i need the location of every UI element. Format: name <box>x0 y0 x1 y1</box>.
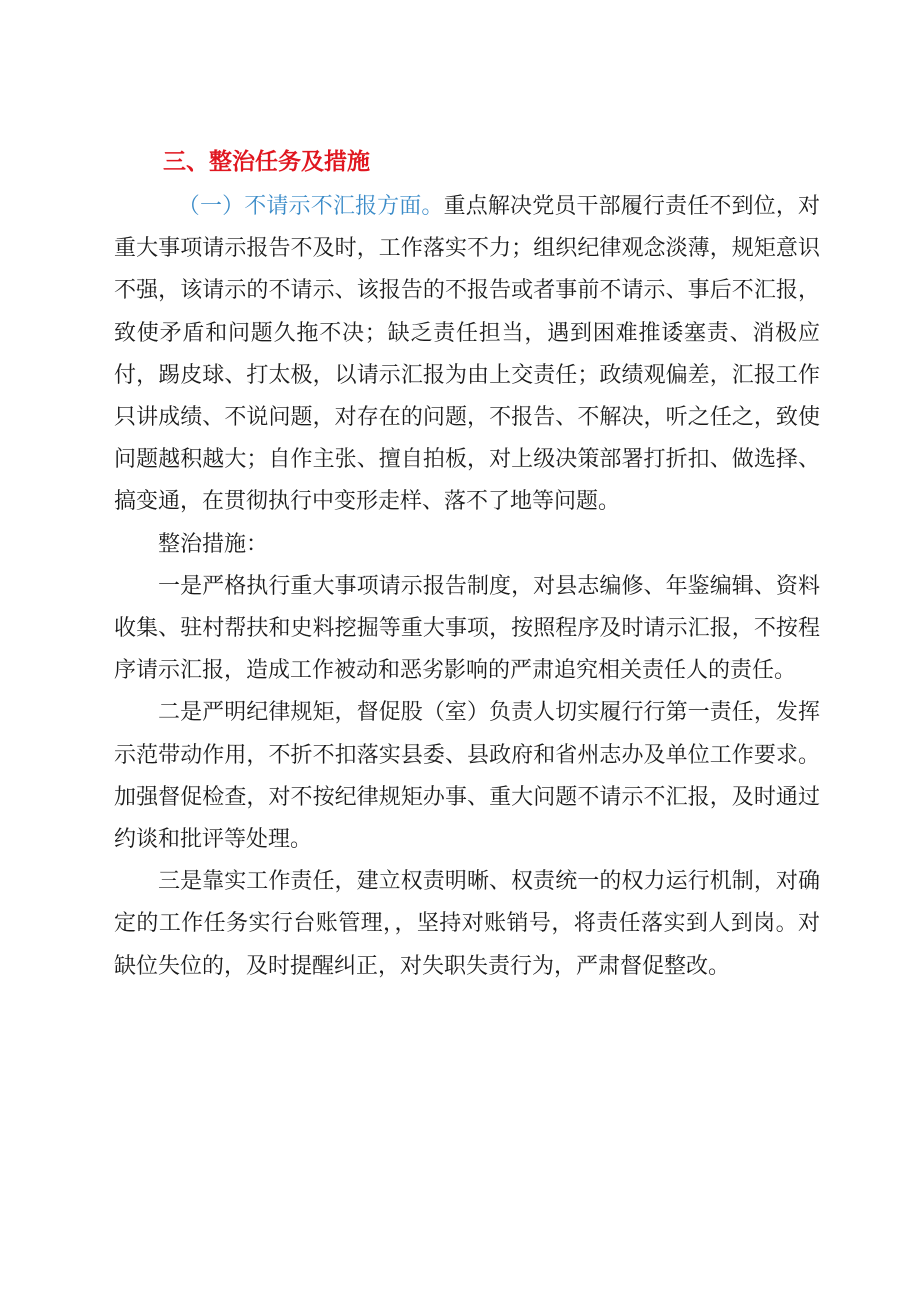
document-body <box>114 186 820 988</box>
section-title: 三、整治任务及措施 <box>163 149 370 175</box>
measure-item-1: 一是严格执行重大事项请示报告制度，对县志编修、年鉴编辑、资料收集、驻村帮扶和史料挖掘等重大事项，按照程序及时请示汇报，不按程序请示汇报，造成工作被动和恶劣影响的严肃追究相关责任人的责任。 <box>114 573 820 684</box>
measures-label: 整治措施： <box>158 531 269 557</box>
problem-text: 重点解决党员干部履行责任不到位，对重大事项请示报告不及时，工作落实不力；组织纪律观念淡薄，规矩意识不强，该请示的不请示、该报告的不报告或者事前不请示、事后不汇报，致使矛盾和问题久拖不决；缺乏责任担当，遇到困难推诿塞责、消极应付，踢皮球、打太极，以请示汇报为由上交责任；政绩观偏差，汇报工作只讲成绩、不说问题，对存在的问题，不报告、不解决，听之任之，致使问题越积越大；自作主张、擅自拍板，对上级决策部署打折扣、做选择、搞变通，在贯彻执行中变形走样、落不了地等问题。 <box>114 194 820 515</box>
sub-heading: （一）不请示不汇报方面。 <box>177 194 444 219</box>
measure-item-2: 二是严明纪律规矩，督促股（室）负责人切实履行行第一责任，发挥示范带动作用，不折不扣落实县委、县政府和省州志办及单位工作要求。加强督促检查，对不按纪律规矩办事、重大问题不请示不汇报，及时通过约谈和批评等处理。 <box>114 700 820 853</box>
problem-paragraph <box>114 186 820 524</box>
measure-item-3: 三是靠实工作责任，建立权责明晰、权责统一的权力运行机制，对确定的工作任务实行台账管理，，坚持对账销号，将责任落实到人到岗。对缺位失位的，及时提醒纠正，对失职失责行为，严肃督促整改。 <box>114 869 820 979</box>
